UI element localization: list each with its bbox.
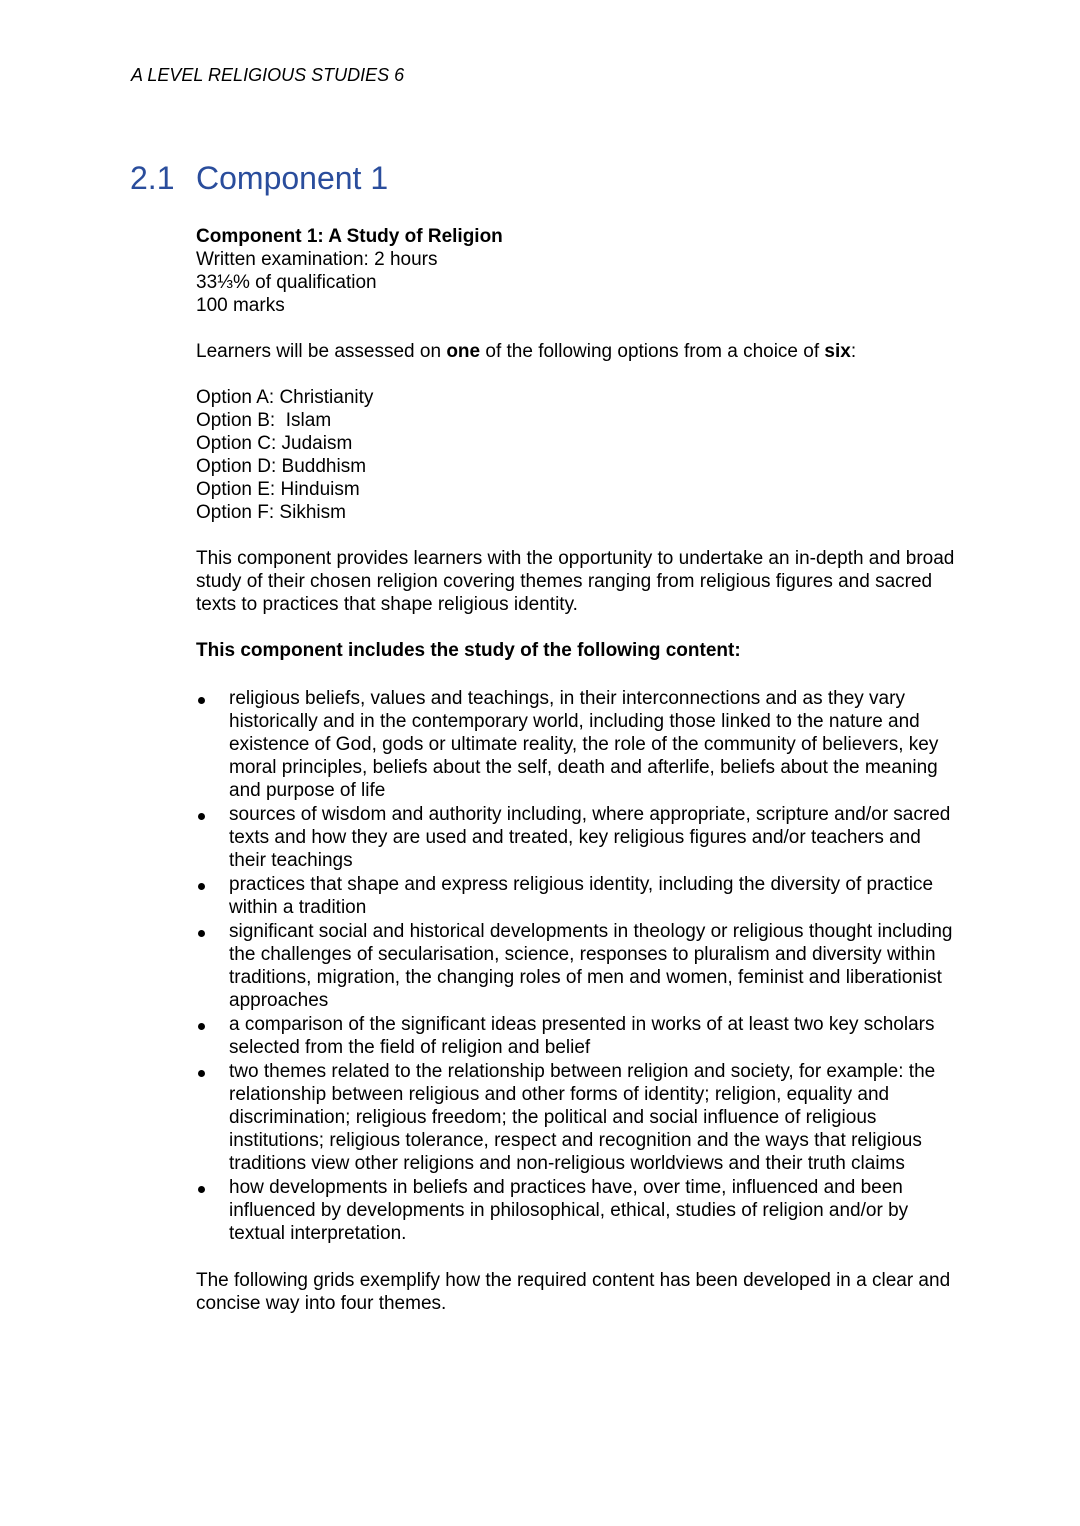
bullet-icon [198, 883, 205, 890]
bullet-icon [198, 1186, 205, 1193]
options-list [196, 386, 956, 524]
bullet-icon [198, 813, 205, 820]
content-heading: This component includes the study of the following content: [196, 640, 741, 661]
assessment-statement: Learners will be assessed on one of the following options from a choice of six: [196, 341, 857, 362]
component-content [196, 225, 956, 1315]
component-title: Component 1: A Study of Religion [196, 226, 503, 247]
bullet-icon [198, 930, 205, 937]
section-heading [130, 158, 388, 198]
emphasis-six: six [824, 341, 851, 362]
list-item: practices that shape and express religious identity, including the diversity of practice within a tradition [196, 873, 956, 919]
option-item: Option E: Hinduism [196, 479, 360, 500]
list-item: significant social and historical developments in theology or religious thought including the challenges of secularisation, science, responses to pluralism and diversity within traditions, migration, the changing roles of men and women, feminist and liberationist approaches [196, 920, 956, 1012]
content-list [196, 687, 956, 1245]
section-title: Component 1 [196, 160, 389, 196]
option-item: Option D: Buddhism [196, 456, 367, 477]
emphasis-one: one [446, 341, 481, 362]
option-item: Option C: Judaism [196, 433, 353, 454]
bullet-icon [198, 1023, 205, 1030]
section-number: 2.1 [130, 160, 175, 196]
exam-duration: Written examination: 2 hours [196, 249, 438, 270]
running-header: A LEVEL RELIGIOUS STUDIES 6 [131, 65, 405, 85]
option-item: Option F: Sikhism [196, 502, 346, 523]
total-marks: 100 marks [196, 295, 285, 316]
component-description: This component provides learners with the opportunity to undertake an in-depth and broad study of their chosen religion covering themes ranging from religious figures and sacred texts to practices that shape religious identity. [196, 548, 955, 615]
bullet-icon [198, 1070, 205, 1077]
list-item: sources of wisdom and authority including, where appropriate, scripture and/or sacred texts and how they are used and treated, key religious figures and/or teachers and their teachings [196, 803, 956, 872]
qualification-weighting: 33⅓% of qualification [196, 272, 377, 293]
list-item: how developments in beliefs and practices have, over time, influenced and been influenced by developments in philosophical, ethical, studies of religion and/or by textual interpretation. [196, 1176, 956, 1245]
option-item: Option B: Islam [196, 410, 332, 431]
list-item: a comparison of the significant ideas presented in works of at least two key scholars selected from the field of religion and belief [196, 1013, 956, 1059]
option-item: Option A: Christianity [196, 387, 374, 408]
closing-paragraph: The following grids exemplify how the required content has been developed in a clear and concise way into four themes. [196, 1270, 951, 1314]
list-item: religious beliefs, values and teachings, in their interconnections and as they vary historically and in the contemporary world, including those linked to the nature and existence of God, gods or ultimate reality, the role of the community of believers, key moral principles, beliefs about the self, death and afterlife, beliefs about the meaning and purpose of life [196, 687, 956, 802]
bullet-icon [198, 697, 205, 704]
list-item: two themes related to the relationship between religion and society, for example: the relationship between religious and other forms of identity; religion, equality and discrimination; religious freedom; the political and social influence of religious institutions; religious tolerance, respect and recognition and the ways that religious traditions view other religions and non-religious worldviews and their truth claims [196, 1060, 956, 1175]
